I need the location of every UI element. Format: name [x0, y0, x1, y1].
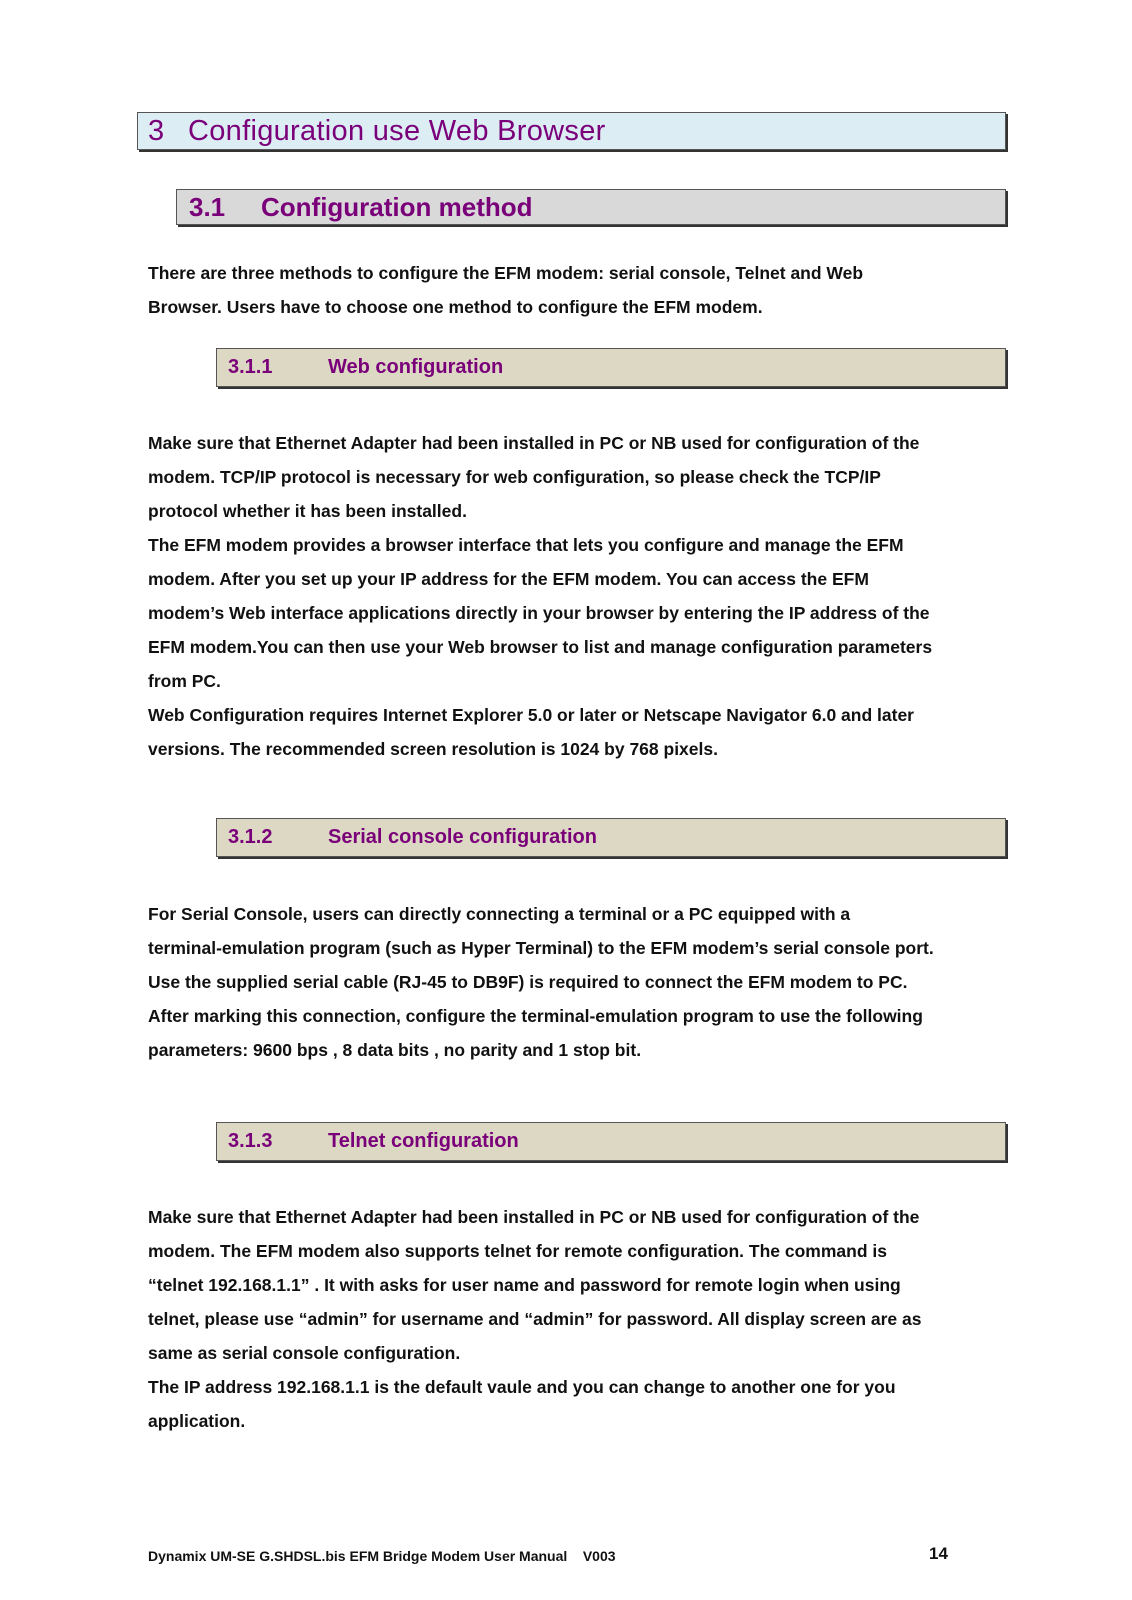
page-footer: Dynamix UM-SE G.SHDSL.bis EFM Bridge Modem User Manual V003 [148, 1548, 616, 1564]
serial-config-paragraph [148, 897, 1018, 1067]
subsection-title: Telnet configuration [328, 1130, 519, 1152]
text-line: Browser. Users have to choose one method to configure the EFM modem. [148, 297, 763, 317]
section-heading [176, 189, 1006, 225]
text-line: same as serial console configuration. [148, 1343, 461, 1363]
text-line: application. [148, 1411, 246, 1431]
text-line: For Serial Console, users can directly connecting a terminal or a PC equipped with a [148, 904, 851, 924]
text-line: EFM modem.You can then use your Web browser to list and manage configuration parameters [148, 637, 933, 657]
subsection-heading-web [216, 348, 1006, 387]
text-line: The IP address 192.168.1.1 is the default vaule and you can change to another one for you [148, 1377, 896, 1397]
text-line: Web Configuration requires Internet Explorer 5.0 or later or Netscape Navigator 6.0 and later [148, 705, 914, 725]
subsection-number: 3.1.2 [228, 826, 273, 848]
web-config-paragraph [148, 426, 1018, 766]
text-line: Make sure that Ethernet Adapter had been installed in PC or NB used for configuration of the [148, 1207, 920, 1227]
text-line: There are three methods to configure the EFM modem: serial console, Telnet and Web [148, 263, 864, 283]
section-number: 3.1 [189, 191, 226, 222]
text-line: from PC. [148, 671, 221, 691]
subsection-heading-telnet [216, 1122, 1006, 1161]
subsection-title: Serial console configuration [328, 826, 597, 848]
page-number: 14 [929, 1544, 948, 1563]
text-line: modem. After you set up your IP address for the EFM modem. You can access the EFM [148, 569, 869, 589]
subsection-title: Web configuration [328, 356, 504, 378]
text-line: modem’s Web interface applications directly in your browser by entering the IP address of the [148, 603, 930, 623]
chapter-heading [137, 112, 1006, 150]
chapter-title: Configuration use Web Browser [188, 114, 606, 147]
text-line: Make sure that Ethernet Adapter had been installed in PC or NB used for configuration of the [148, 433, 920, 453]
text-line: “telnet 192.168.1.1” . It with asks for user name and password for remote login when using [148, 1275, 901, 1295]
section-title: Configuration method [261, 191, 533, 222]
text-line: versions. The recommended screen resolution is 1024 by 768 pixels. [148, 739, 718, 759]
text-line: terminal-emulation program (such as Hyper Terminal) to the EFM modem’s serial console port. [148, 938, 934, 958]
subsection-number: 3.1.1 [228, 356, 273, 378]
text-line: The EFM modem provides a browser interface that lets you configure and manage the EFM [148, 535, 904, 555]
telnet-config-paragraph [148, 1200, 1018, 1438]
chapter-number: 3 [148, 114, 165, 147]
text-line: telnet, please use “admin” for username and “admin” for password. All display screen are as [148, 1309, 922, 1329]
text-line: After marking this connection, configure the terminal-emulation program to use the following [148, 1006, 923, 1026]
text-line: modem. TCP/IP protocol is necessary for web configuration, so please check the TCP/IP [148, 467, 881, 487]
text-line: modem. The EFM modem also supports telnet for remote configuration. The command is [148, 1241, 887, 1261]
text-line: parameters: 9600 bps , 8 data bits , no parity and 1 stop bit. [148, 1040, 642, 1060]
text-line: protocol whether it has been installed. [148, 501, 467, 521]
text-line: Use the supplied serial cable (RJ-45 to DB9F) is required to connect the EFM modem to PC. [148, 972, 908, 992]
subsection-number: 3.1.3 [228, 1130, 273, 1152]
subsection-heading-serial [216, 818, 1006, 857]
intro-paragraph [148, 256, 1018, 324]
